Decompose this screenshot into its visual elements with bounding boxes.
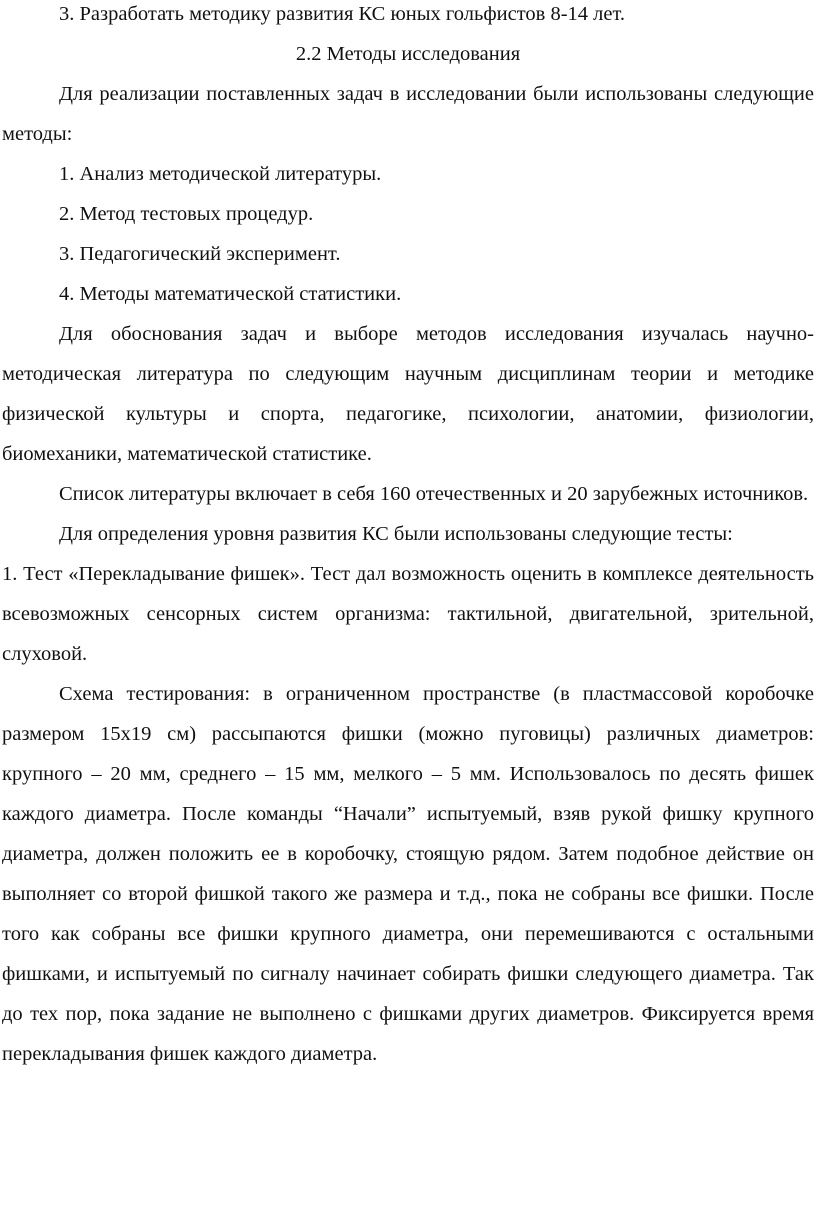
test-scheme-paragraph: Схема тестирования: в ограниченном пространстве (в пластмассовой коробочке размером 15х19 см) рассыпаются фишки (можно пуговицы) различных диаметров: крупного – 20 мм, среднего – 15 мм, мелкого – 5 мм. Использовалось по десять фишек каждого диаметра. После команды “Начали” испытуемый, взяв рукой фишку крупного диаметра, должен положить ее в коробочку, стоящую рядом. Затем подобное действие он выполняет со второй фишкой такого же размера и т.д., пока не собраны все фишки. После того как собраны все фишки крупного диаметра, они перемешиваются с остальными фишками, и испытуемый по сигналу начинает собирать фишки следующего диаметра. Так до тех пор, пока задание не выполнено с фишками других диаметров. Фиксируется время перекладывания фишек каждого диаметра. xyxy=(2,683,814,1065)
task-3-line: 3. Разработать методику развития КС юных гольфистов 8-14 лет. xyxy=(59,3,626,25)
tests-intro-paragraph: Для определения уровня развития КС были использованы следующие тесты: xyxy=(59,523,733,545)
method-item-2: 2. Метод тестовых процедур. xyxy=(59,203,314,225)
method-item-3: 3. Педагогический эксперимент. xyxy=(59,243,341,265)
test-1-paragraph: 1. Тест «Перекладывание фишек». Тест дал возможность оценить в комплексе деятельность всевозможных сенсорных систем организма: тактильной, двигательной, зрительной, слуховой. xyxy=(2,563,814,665)
section-title: 2.2 Методы исследования xyxy=(295,43,521,65)
method-item-1: 1. Анализ методической литературы. xyxy=(59,163,382,185)
method-item-4: 4. Методы математической статистики. xyxy=(59,283,402,305)
intro-paragraph: Для реализации поставленных задач в исследовании были использованы следующие методы: xyxy=(2,83,814,145)
sources-paragraph: Список литературы включает в себя 160 отечественных и 20 зарубежных источников. xyxy=(59,483,809,505)
literature-paragraph: Для обоснования задач и выборе методов исследования изучалась научно-методическая литература по следующим научным дисциплинам теории и методике физической культуры и спорта, педагогике, психологии, анатомии, физиологии, биомеханики, математической статистике. xyxy=(2,323,814,465)
